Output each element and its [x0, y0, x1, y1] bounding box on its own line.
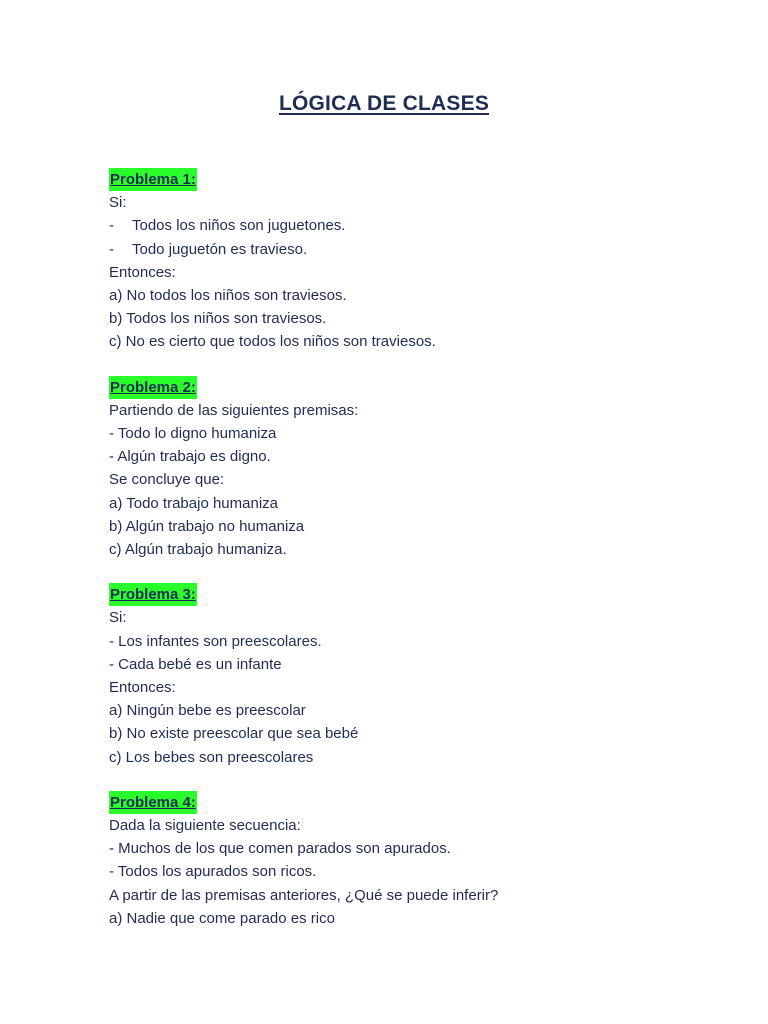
problem-heading: Problema 1: [109, 168, 197, 191]
problem-line-text: Se concluye que: [109, 471, 225, 489]
problem-line [109, 399, 729, 422]
problem-heading-line [109, 791, 729, 814]
problem-line-text: - Cada bebé es un infante [109, 655, 282, 673]
problem-line [109, 837, 729, 860]
problem-line [109, 907, 729, 930]
problem-line [109, 515, 729, 538]
problem-line [109, 261, 729, 284]
problem-heading: Problema 2: [109, 376, 197, 399]
problem-line-text: b) No existe preescolar que sea bebé [109, 725, 359, 743]
problem-heading-line [109, 376, 729, 399]
problem-line [109, 284, 729, 307]
problem-line [109, 468, 729, 491]
problem-line-text: b) Algún trabajo no humaniza [109, 517, 305, 535]
problem-line [109, 699, 729, 722]
problem-line [109, 538, 729, 561]
problem-block-3 [109, 583, 729, 769]
problem-line [109, 492, 729, 515]
problem-heading: Problema 3: [109, 583, 197, 606]
problem-heading-line [109, 583, 729, 606]
problem-line [109, 722, 729, 745]
problem-line [109, 445, 729, 468]
problem-line-text: b) Todos los niños son traviesos. [109, 310, 327, 328]
problem-line-text: - Los infantes son preescolares. [109, 632, 322, 650]
problem-line [109, 884, 729, 907]
problem-line-text: Entonces: [109, 263, 176, 281]
problem-line-text: c) Algún trabajo humaniza. [109, 541, 287, 559]
problem-line-text: a) Nadie que come parado es rico [109, 909, 335, 927]
page-title: LÓGICA DE CLASES [278, 92, 490, 115]
problem-line-text: Todos los niños son juguetones. [132, 217, 346, 235]
problem-line [109, 676, 729, 699]
problem-line [109, 630, 729, 653]
problem-heading: Problema 4: [109, 791, 197, 814]
problem-line [109, 422, 729, 445]
problem-line-text: c) Los bebes son preescolares [109, 748, 314, 766]
problem-line-text: - Muchos de los que comen parados son apurados. [109, 840, 451, 858]
problem-line-text: Todo juguetón es travieso. [132, 240, 308, 258]
problem-line [109, 238, 729, 261]
problem-line-text: Si: [109, 194, 127, 212]
problem-line-text: - Todo lo digno humaniza [109, 425, 277, 443]
problem-block-2 [109, 376, 729, 562]
problem-line [109, 860, 729, 883]
problem-line-text: - Todos los apurados son ricos. [109, 863, 317, 881]
problem-line [109, 330, 729, 353]
problem-heading-line [109, 168, 729, 191]
problem-line [109, 191, 729, 214]
problems-list [109, 168, 729, 952]
problem-line [109, 606, 729, 629]
problem-line-text: a) Todo trabajo humaniza [109, 494, 278, 512]
dash-bullet: - [109, 217, 114, 235]
problem-line [109, 746, 729, 769]
problem-line [109, 307, 729, 330]
problem-line-text: Si: [109, 609, 127, 627]
problem-line-text: - Algún trabajo es digno. [109, 448, 271, 466]
problem-line [109, 214, 729, 237]
dash-bullet: - [109, 240, 114, 258]
problem-line-text: a) Ningún bebe es preescolar [109, 702, 306, 720]
problem-line-text: c) No es cierto que todos los niños son traviesos. [109, 333, 436, 351]
problem-line-text: Dada la siguiente secuencia: [109, 817, 301, 835]
problem-block-1 [109, 168, 729, 354]
problem-line [109, 653, 729, 676]
problem-line-text: Entonces: [109, 679, 176, 697]
problem-line-text: A partir de las premisas anteriores, ¿Qué se puede inferir? [109, 886, 499, 904]
problem-line-text: Partiendo de las siguientes premisas: [109, 401, 359, 419]
problem-line-text: a) No todos los niños son traviesos. [109, 287, 347, 305]
problem-line [109, 814, 729, 837]
problem-block-4 [109, 791, 729, 930]
